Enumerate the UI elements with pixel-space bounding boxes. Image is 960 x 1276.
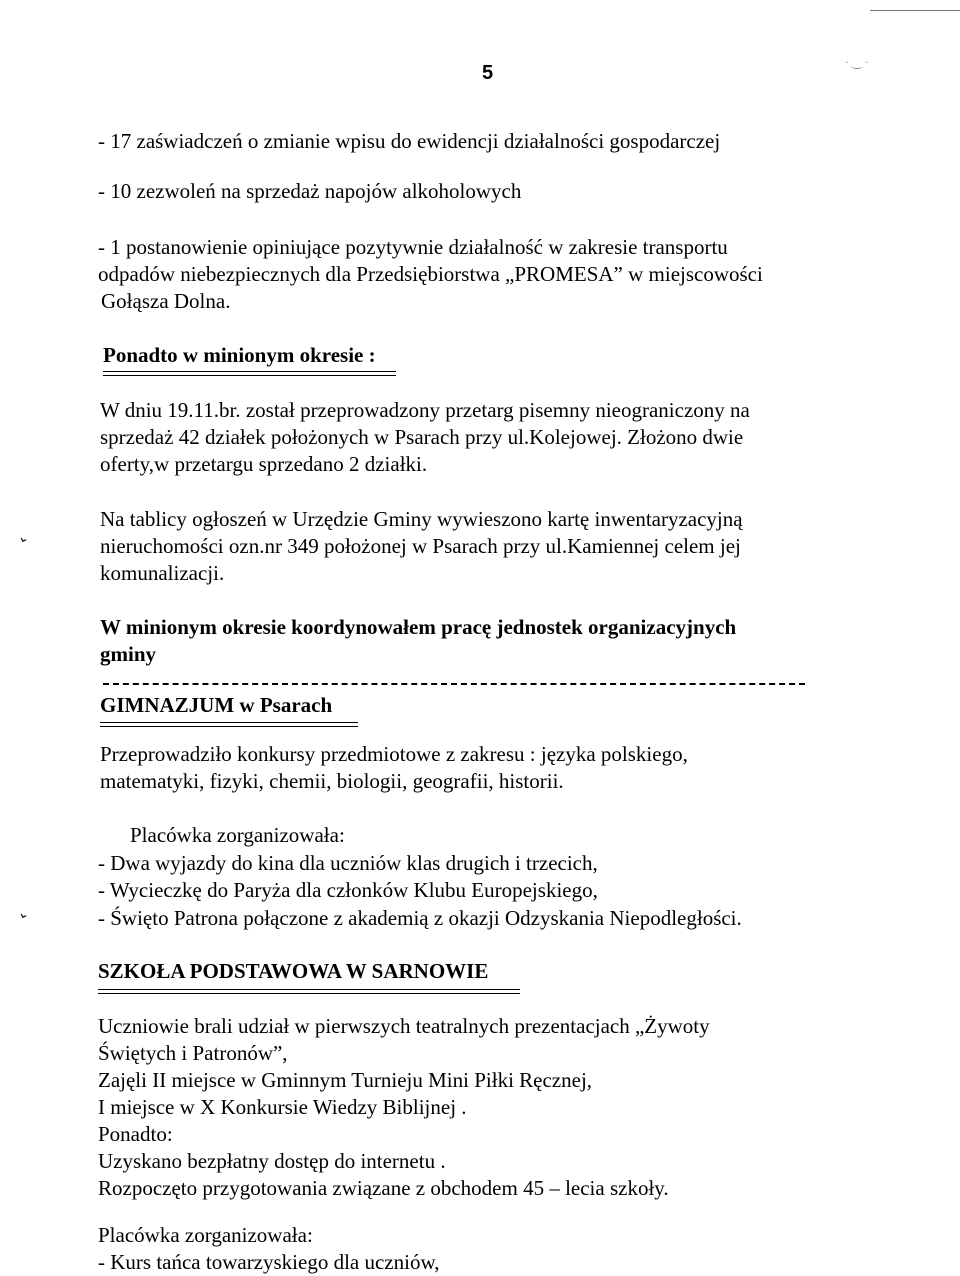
section-heading: SZKOŁA PODSTAWOWA W SARNOWIE: [98, 959, 489, 983]
text-line: Rozpoczęto przygotowania związane z obchodem 45 – lecia szkoły.: [98, 1176, 669, 1200]
heading-underline: [103, 375, 396, 376]
section-heading: gminy: [100, 642, 157, 666]
scan-speck: · ‿ ·: [845, 55, 869, 69]
text-line: nieruchomości ozn.nr 349 położonej w Psarach przy ul.Kamiennej celem jej: [100, 534, 741, 558]
text-line: Uzyskano bezpłatny dostęp do internetu .: [98, 1149, 446, 1173]
list-item: - Dwa wyjazdy do kina dla uczniów klas drugich i trzecich,: [98, 851, 598, 875]
text-line: odpadów niebezpiecznych dla Przedsiębiorstwa „PROMESA” w miejscowości: [98, 262, 763, 286]
section-heading: GIMNAZJUM w Psarach: [100, 693, 333, 717]
list-item: - Wycieczkę do Paryża dla członków Klubu Europejskiego,: [98, 878, 598, 902]
margin-mark: ⌄: [15, 905, 32, 924]
text-line: Uczniowie brali udział w pierwszych teatralnych prezentacjach „Żywoty: [98, 1014, 710, 1038]
list-item: - Kurs tańca towarzyskiego dla uczniów,: [98, 1250, 440, 1274]
text-line: I miejsce w X Konkursie Wiedzy Biblijnej .: [98, 1095, 467, 1119]
text-line: Na tablicy ogłoszeń w Urzędzie Gminy wywieszono kartę inwentaryzacyjną: [100, 507, 743, 531]
text-line: - 1 postanowienie opiniujące pozytywnie działalność w zakresie transportu: [98, 235, 728, 259]
text-line: Przeprowadziło konkursy przedmiotowe z zakresu : języka polskiego,: [100, 742, 688, 766]
text-line: Gołąsza Dolna.: [101, 289, 231, 313]
text-line: Placówka zorganizowała:: [98, 1223, 313, 1247]
heading-underline: [100, 722, 358, 723]
heading-underline: [98, 989, 520, 990]
page-number: 5: [482, 62, 494, 84]
text-line: Świętych i Patronów”,: [98, 1041, 288, 1065]
text-line: komunalizacji.: [100, 561, 225, 585]
text-line: - 17 zaświadczeń o zmianie wpisu do ewidencji działalności gospodarczej: [98, 129, 721, 153]
text-line: matematyki, fizyki, chemii, biologii, geografii, historii.: [100, 769, 564, 793]
heading-underline: [103, 371, 396, 372]
list-item: - Święto Patrona połączone z akademią z okazji Odzyskania Niepodległości.: [98, 906, 742, 930]
margin-mark: ⌄: [15, 529, 32, 548]
text-line: - 10 zezwoleń na sprzedaż napojów alkoholowych: [98, 179, 522, 203]
section-heading: W minionym okresie koordynowałem pracę jednostek organizacyjnych: [100, 615, 737, 639]
text-line: Placówka zorganizowała:: [130, 823, 345, 847]
corner-rule: [870, 10, 960, 11]
text-line: oferty,w przetargu sprzedano 2 działki.: [100, 452, 428, 476]
section-heading: Ponadto w minionym okresie :: [103, 343, 376, 367]
text-line: sprzedaż 42 działek położonych w Psarach przy ul.Kolejowej. Złożono dwie: [100, 425, 744, 449]
dashed-separator: [103, 683, 805, 685]
heading-underline: [98, 993, 520, 994]
text-line: W dniu 19.11.br. został przeprowadzony przetarg pisemny nieograniczony na: [100, 398, 750, 422]
heading-underline: [100, 726, 358, 727]
text-line: Zajęli II miejsce w Gminnym Turnieju Mini Piłki Ręcznej,: [98, 1068, 593, 1092]
text-line: Ponadto:: [98, 1122, 173, 1146]
